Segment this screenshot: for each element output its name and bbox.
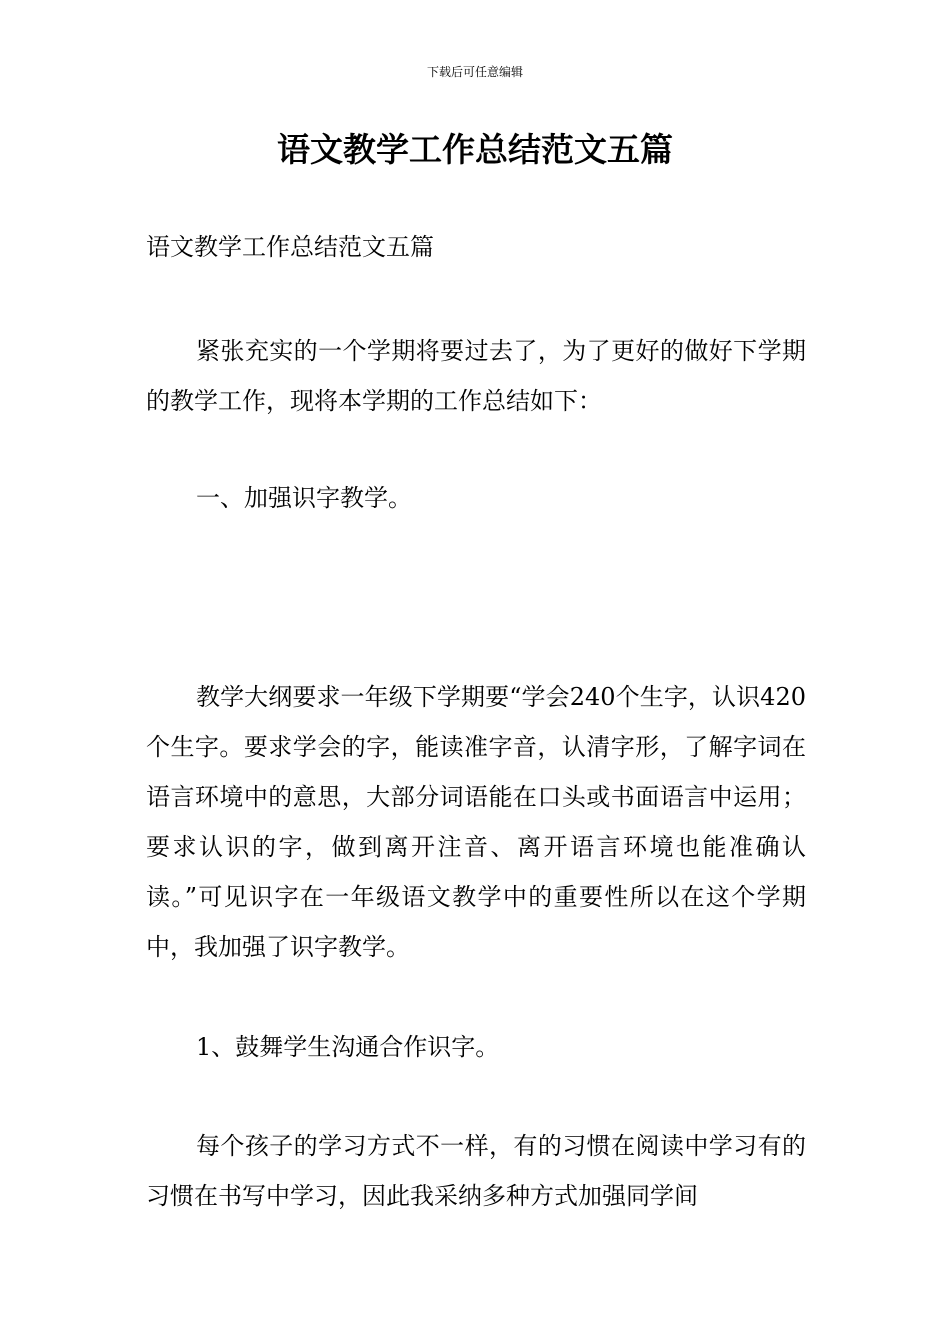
intro-paragraph: 紧张充实的一个学期将要过去了，为了更好的做好下学期的教学工作，现将本学期的工作总结如下： bbox=[146, 337, 806, 415]
document-subtitle: 语文教学工作总结范文五篇 bbox=[146, 233, 434, 261]
section-heading: 一、加强识字教学。 bbox=[196, 484, 412, 512]
document-title: 语文教学工作总结范文五篇 bbox=[277, 130, 673, 169]
page-header-note: 下载后可任意编辑 bbox=[426, 65, 523, 79]
body-paragraph: 教学大纲要求一年级下学期要“学会240个生字，认识420个生字。要求学会的字，能读准字音，认清字形，了解字词在语言环境中的意思，大部分词语能在口头或书面语言中运用；要求认识的字，做到离开注音、离开语言环境也能准确认读。”可见识字在一年级语文教学中的重要性所以在这个学期中，我加强了识字教学。 bbox=[146, 683, 806, 961]
subsection-heading: 1、鼓舞学生沟通合作识字。 bbox=[196, 1033, 500, 1061]
body-paragraph: 每个孩子的学习方式不一样，有的习惯在阅读中学习有的习惯在书写中学习，因此我采纳多种方式加强同学间 bbox=[146, 1132, 806, 1210]
